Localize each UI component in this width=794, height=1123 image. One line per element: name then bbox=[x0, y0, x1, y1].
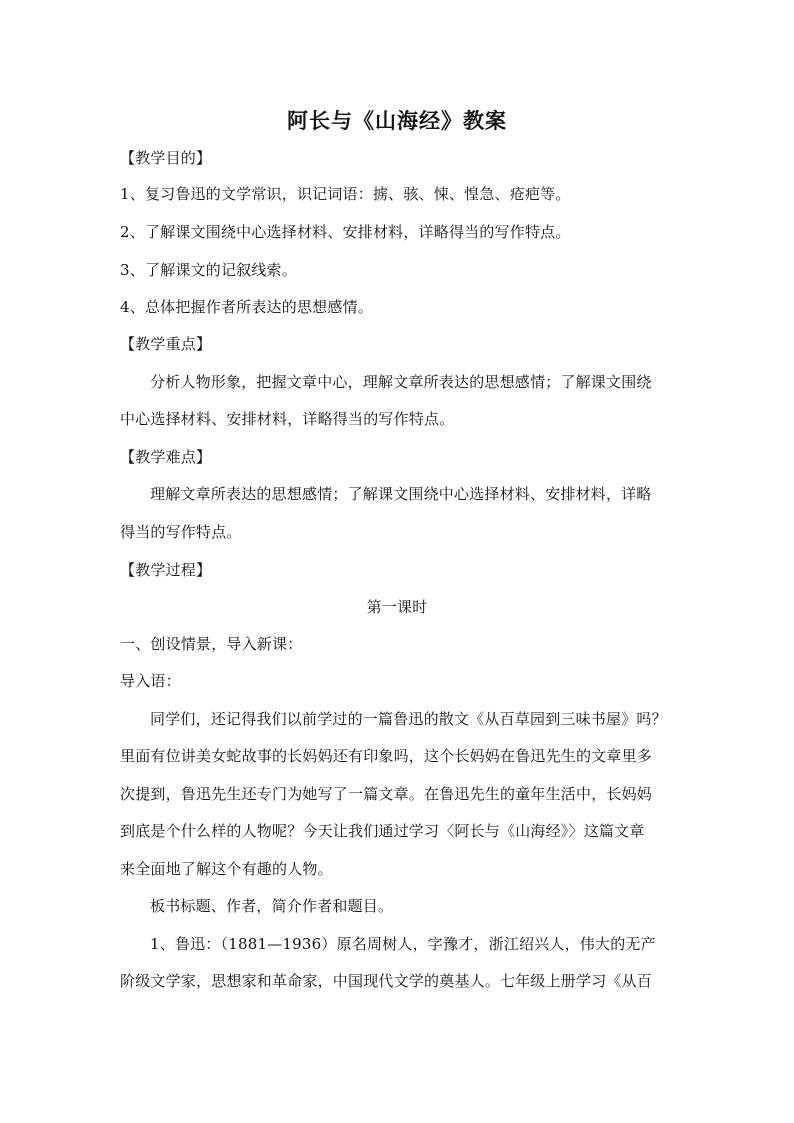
intro-line-3: 次提到，鲁迅先生还专门为她写了一篇文章。在鲁迅先生的童年生活中，长妈妈 bbox=[120, 785, 653, 803]
intro-line-1: 同学们，还记得我们以前学过的一篇鲁迅的散文《从百草园到三味书屋》吗？ bbox=[150, 710, 667, 728]
difficulty-line-2: 得当的写作特点。 bbox=[120, 523, 242, 541]
goal-item-2: 2、了解课文围绕中心选择材料、安排材料，详略得当的写作特点。 bbox=[120, 223, 571, 241]
goal-item-4: 4、总体把握作者所表达的思想感情。 bbox=[120, 298, 373, 316]
intro-label: 导入语： bbox=[120, 672, 181, 690]
author-line-2: 阶级文学家，思想家和革命家，中国现代文学的奠基人。七年级上册学习《从百 bbox=[120, 972, 653, 990]
key-points-heading: 【教学重点】 bbox=[120, 335, 212, 353]
document-title: 阿长与《山海经》教案 bbox=[287, 108, 507, 133]
difficulty-line-1: 理解文章所表达的思想感情；了解课文围绕中心选择材料、安排材料，详略 bbox=[150, 485, 652, 503]
goal-item-1: 1、复习鲁迅的文学常识，识记词语：掳、骇、悚、惶急、疮疤等。 bbox=[120, 185, 571, 203]
intro-line-5: 来全面地了解这个有趣的人物。 bbox=[120, 860, 333, 878]
intro-line-4: 到底是个什么样的人物呢？今天让我们通过学习〈阿长与《山海经》〉这篇文章 bbox=[120, 822, 645, 840]
lesson-label: 第一课时 bbox=[366, 598, 428, 616]
intro-line-2: 里面有位讲美女蛇故事的长妈妈还有印象吗，这个长妈妈在鲁迅先生的文章里多 bbox=[120, 747, 653, 765]
goals-heading: 【教学目的】 bbox=[120, 149, 212, 167]
board-instruction: 板书标题、作者，简介作者和题目。 bbox=[150, 897, 394, 915]
difficulty-heading: 【教学难点】 bbox=[120, 448, 212, 466]
key-points-line-1: 分析人物形象，把握文章中心，理解文章所表达的思想感情；了解课文围绕 bbox=[150, 373, 652, 391]
key-points-line-2: 中心选择材料、安排材料，详略得当的写作特点。 bbox=[120, 410, 455, 428]
goal-item-3: 3、了解课文的记叙线索。 bbox=[120, 261, 297, 279]
process-heading: 【教学过程】 bbox=[120, 561, 212, 579]
author-line-1: 1、鲁迅：（1881—1936）原名周树人，字豫才，浙江绍兴人，伟大的无产 bbox=[150, 935, 656, 953]
step-one-heading: 一、创设情景，导入新课： bbox=[120, 635, 303, 653]
